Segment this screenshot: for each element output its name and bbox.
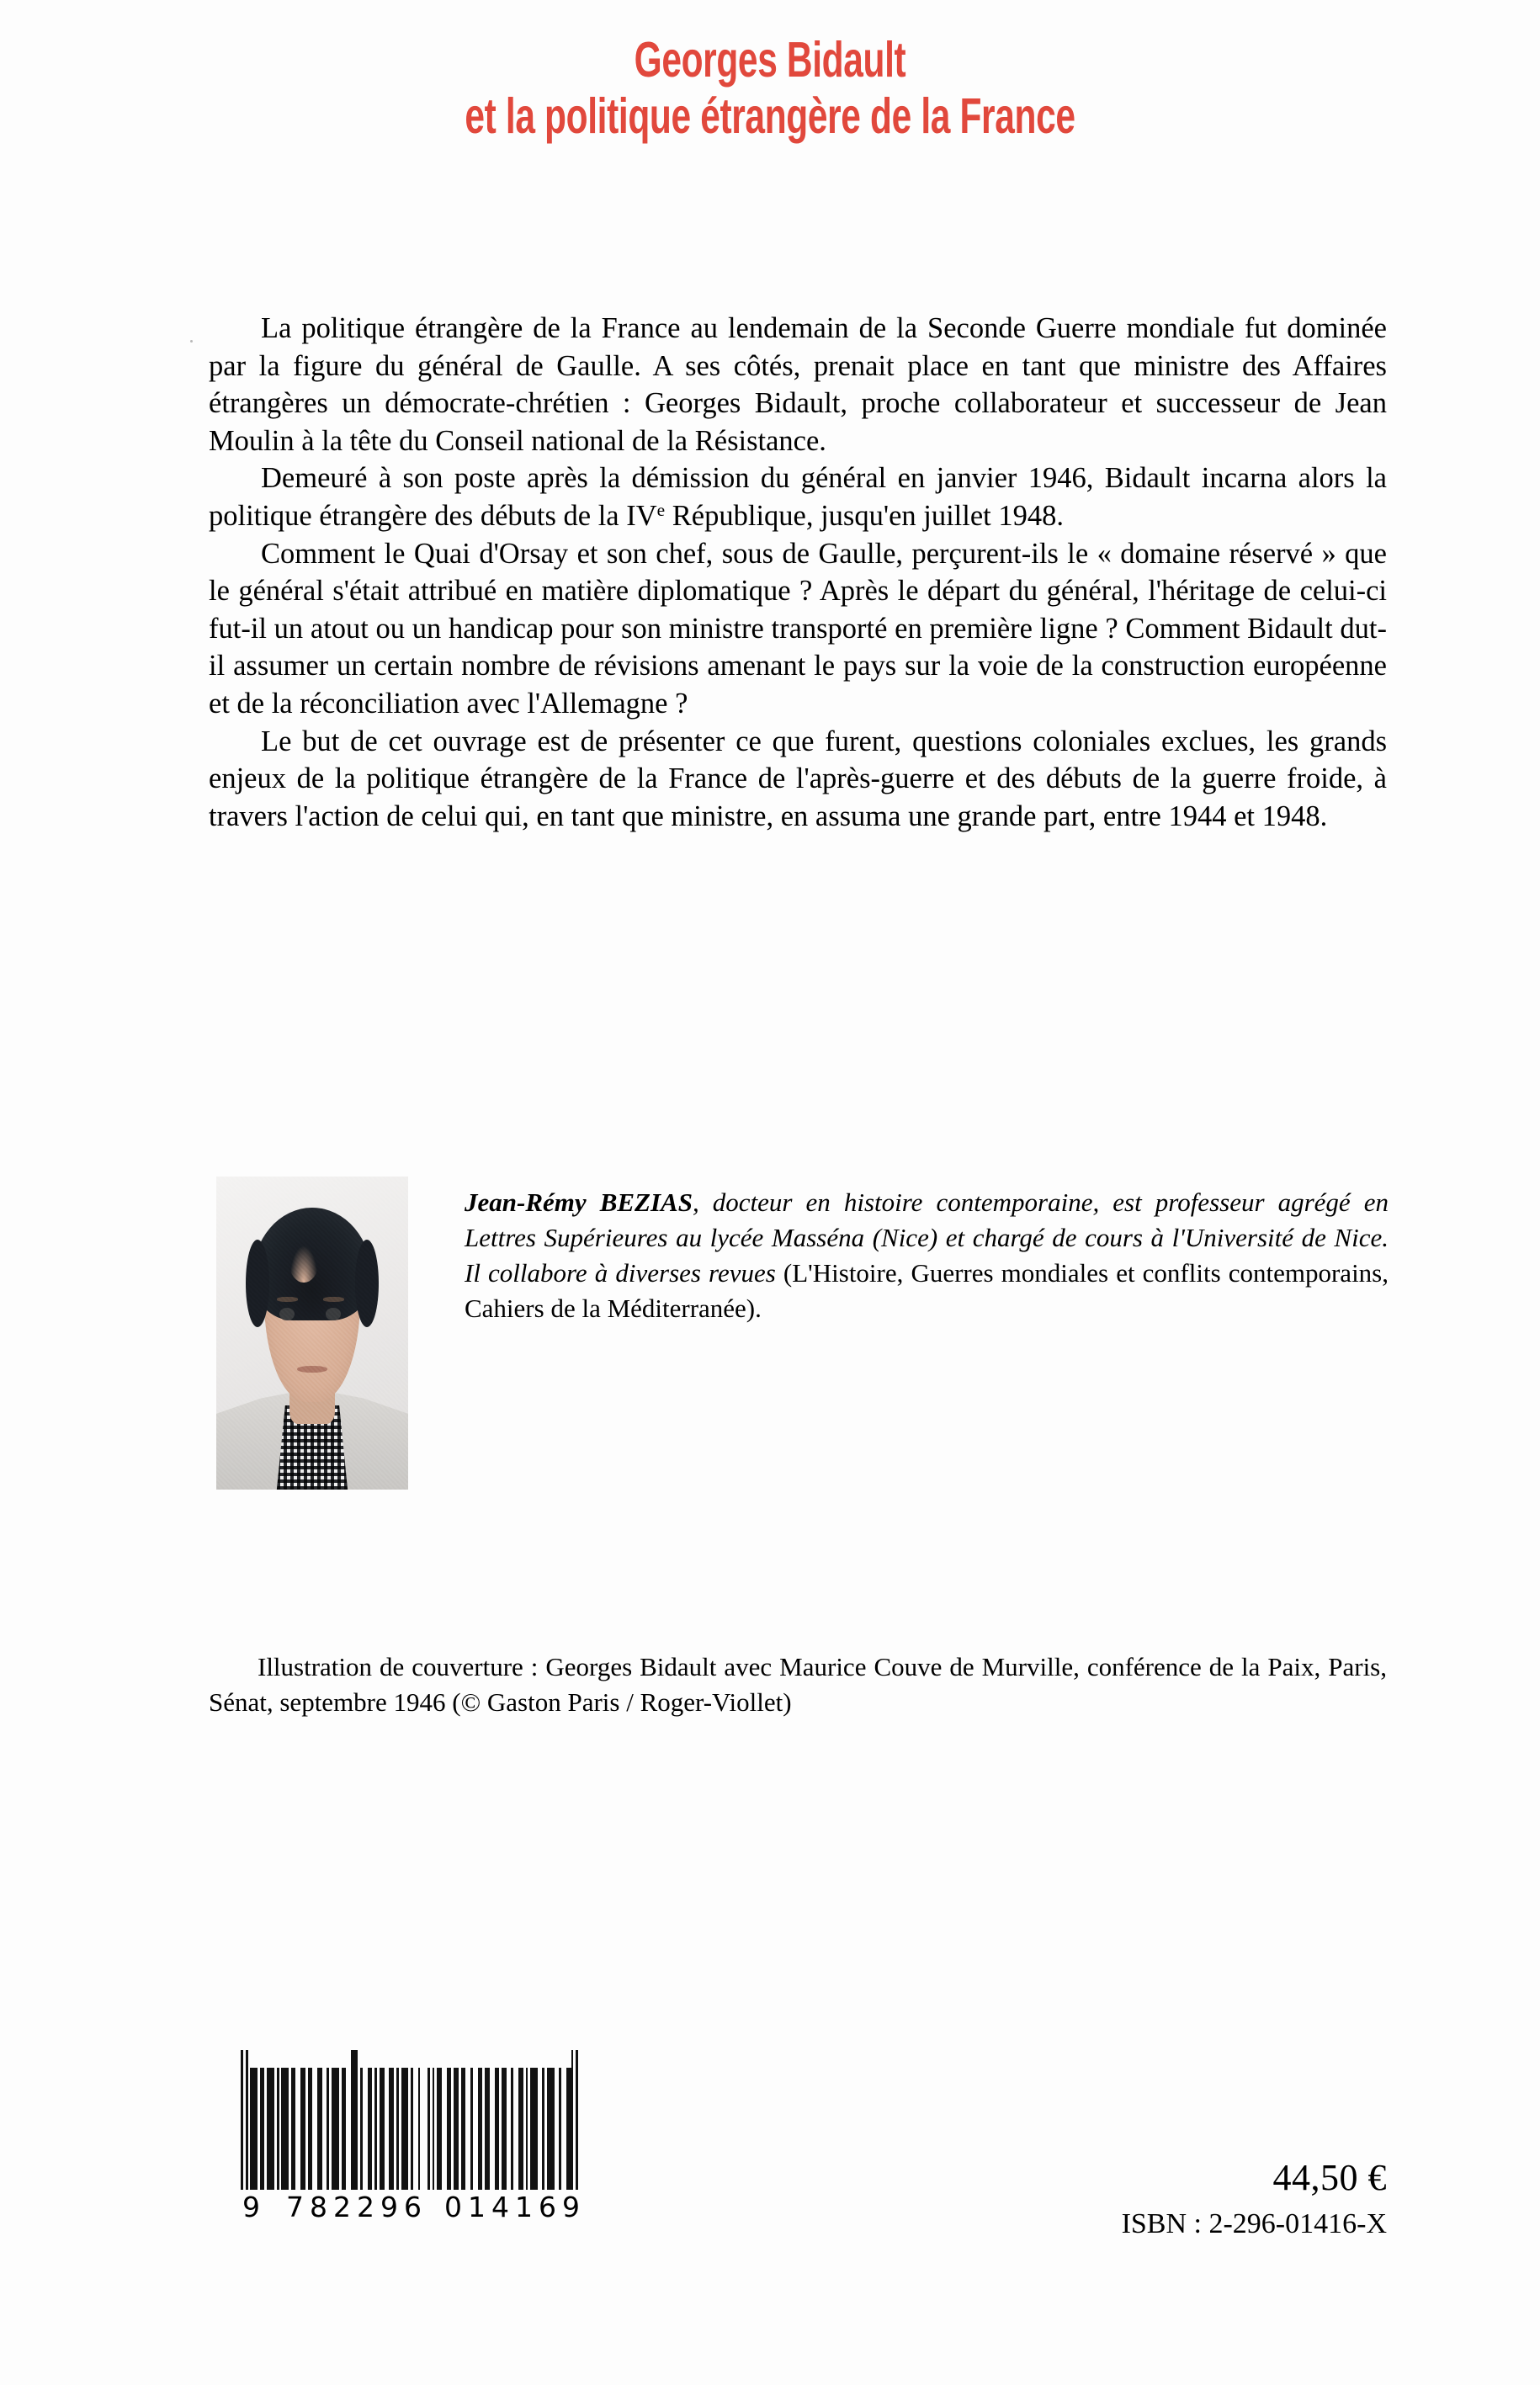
blurb-paragraph-4: Le but de cet ouvrage est de présenter ce que furent, questions coloniales exclues, les grands enjeux de la politique étrangère de la France de l'après-guerre et des débuts de la guerre froide, à travers l'action de celui qui, en tant que ministre, en assuma une grande part, entre 1944 et 1948. — [209, 725, 1387, 832]
author-bio-italic: , docteur en histoire contemporaine, est professeur agrégé en Lettres Supérieures au lycée Masséna (Nice) et chargé de cours à l'Université de Nice. Il collabore à diverses revues — [465, 1187, 1389, 1288]
author-bio-roman: (L'Histoire, Guerres mondiales et conflits contemporains, Cahiers de la Méditerranée). — [465, 1258, 1389, 1323]
cover-illustration-credit — [209, 1649, 1387, 1720]
credit-text: Illustration de couverture : Georges Bidault avec Maurice Couve de Murville, conférence de la Paix, Paris, Sénat, septembre 1946 (© Gaston Paris / Roger-Viollet) — [209, 1652, 1387, 1717]
barcode-group-2: 014169 — [444, 2191, 586, 2223]
barcode-group-1: 782296 — [286, 2191, 427, 2223]
title-line-2: et la politique étrangère de la France — [465, 88, 1075, 144]
ordinal-superscript: e — [656, 499, 666, 520]
isbn-label: ISBN : 2-296-01416-X — [1121, 2208, 1387, 2239]
blurb-paragraph-2-part-a: Demeuré à son poste après la démission du général en janvier 1946, Bidault incarna alors la politique étrangère des débuts de la IV — [209, 462, 1387, 532]
blurb-text — [209, 310, 1387, 835]
book-title — [0, 34, 1540, 142]
author-name: Jean-Rémy BEZIAS — [465, 1187, 693, 1217]
barcode-digits — [241, 2191, 586, 2223]
author-photo — [216, 1177, 408, 1490]
barcode-bars — [241, 2050, 586, 2190]
photo-grain-overlay — [216, 1177, 408, 1490]
blurb-paragraph-2 — [209, 459, 1387, 534]
title-line-1: Georges Bidault — [634, 32, 906, 88]
author-bio-text — [465, 1185, 1389, 1326]
barcode-group-0: 9 — [242, 2191, 261, 2223]
price-label: 44,50 € — [1272, 2157, 1387, 2198]
blurb-paragraph-2-part-b: République, jusqu'en juillet 1948. — [665, 499, 1064, 532]
blurb-paragraph-3: Comment le Quai d'Orsay et son chef, sous de Gaulle, perçurent-ils le « domaine réservé » que le général s'était attribué en matière diplomatique ? Après le départ du général, l'héritage de celui-ci fut-il un atout ou un handicap pour son ministre transporté en première ligne ? Comment Bidault dut-il assumer un certain nombre de révisions amenant le pays sur la voie de la construction européenne et de la réconciliation avec l'Allemagne ? — [209, 537, 1387, 720]
blurb-paragraph-1: La politique étrangère de la France au lendemain de la Seconde Guerre mondiale fut dominée par la figure du général de Gaulle. A ses côtés, prenait place en tant que ministre des Affaires étrangères un démocrate-chrétien : Georges Bidault, proche collaborateur et successeur de Jean Moulin à la tête du Conseil national de la Résistance. — [209, 312, 1387, 457]
ean13-barcode — [241, 2050, 586, 2223]
page-speck — [190, 340, 193, 343]
price-isbn-block — [1122, 2154, 1387, 2244]
